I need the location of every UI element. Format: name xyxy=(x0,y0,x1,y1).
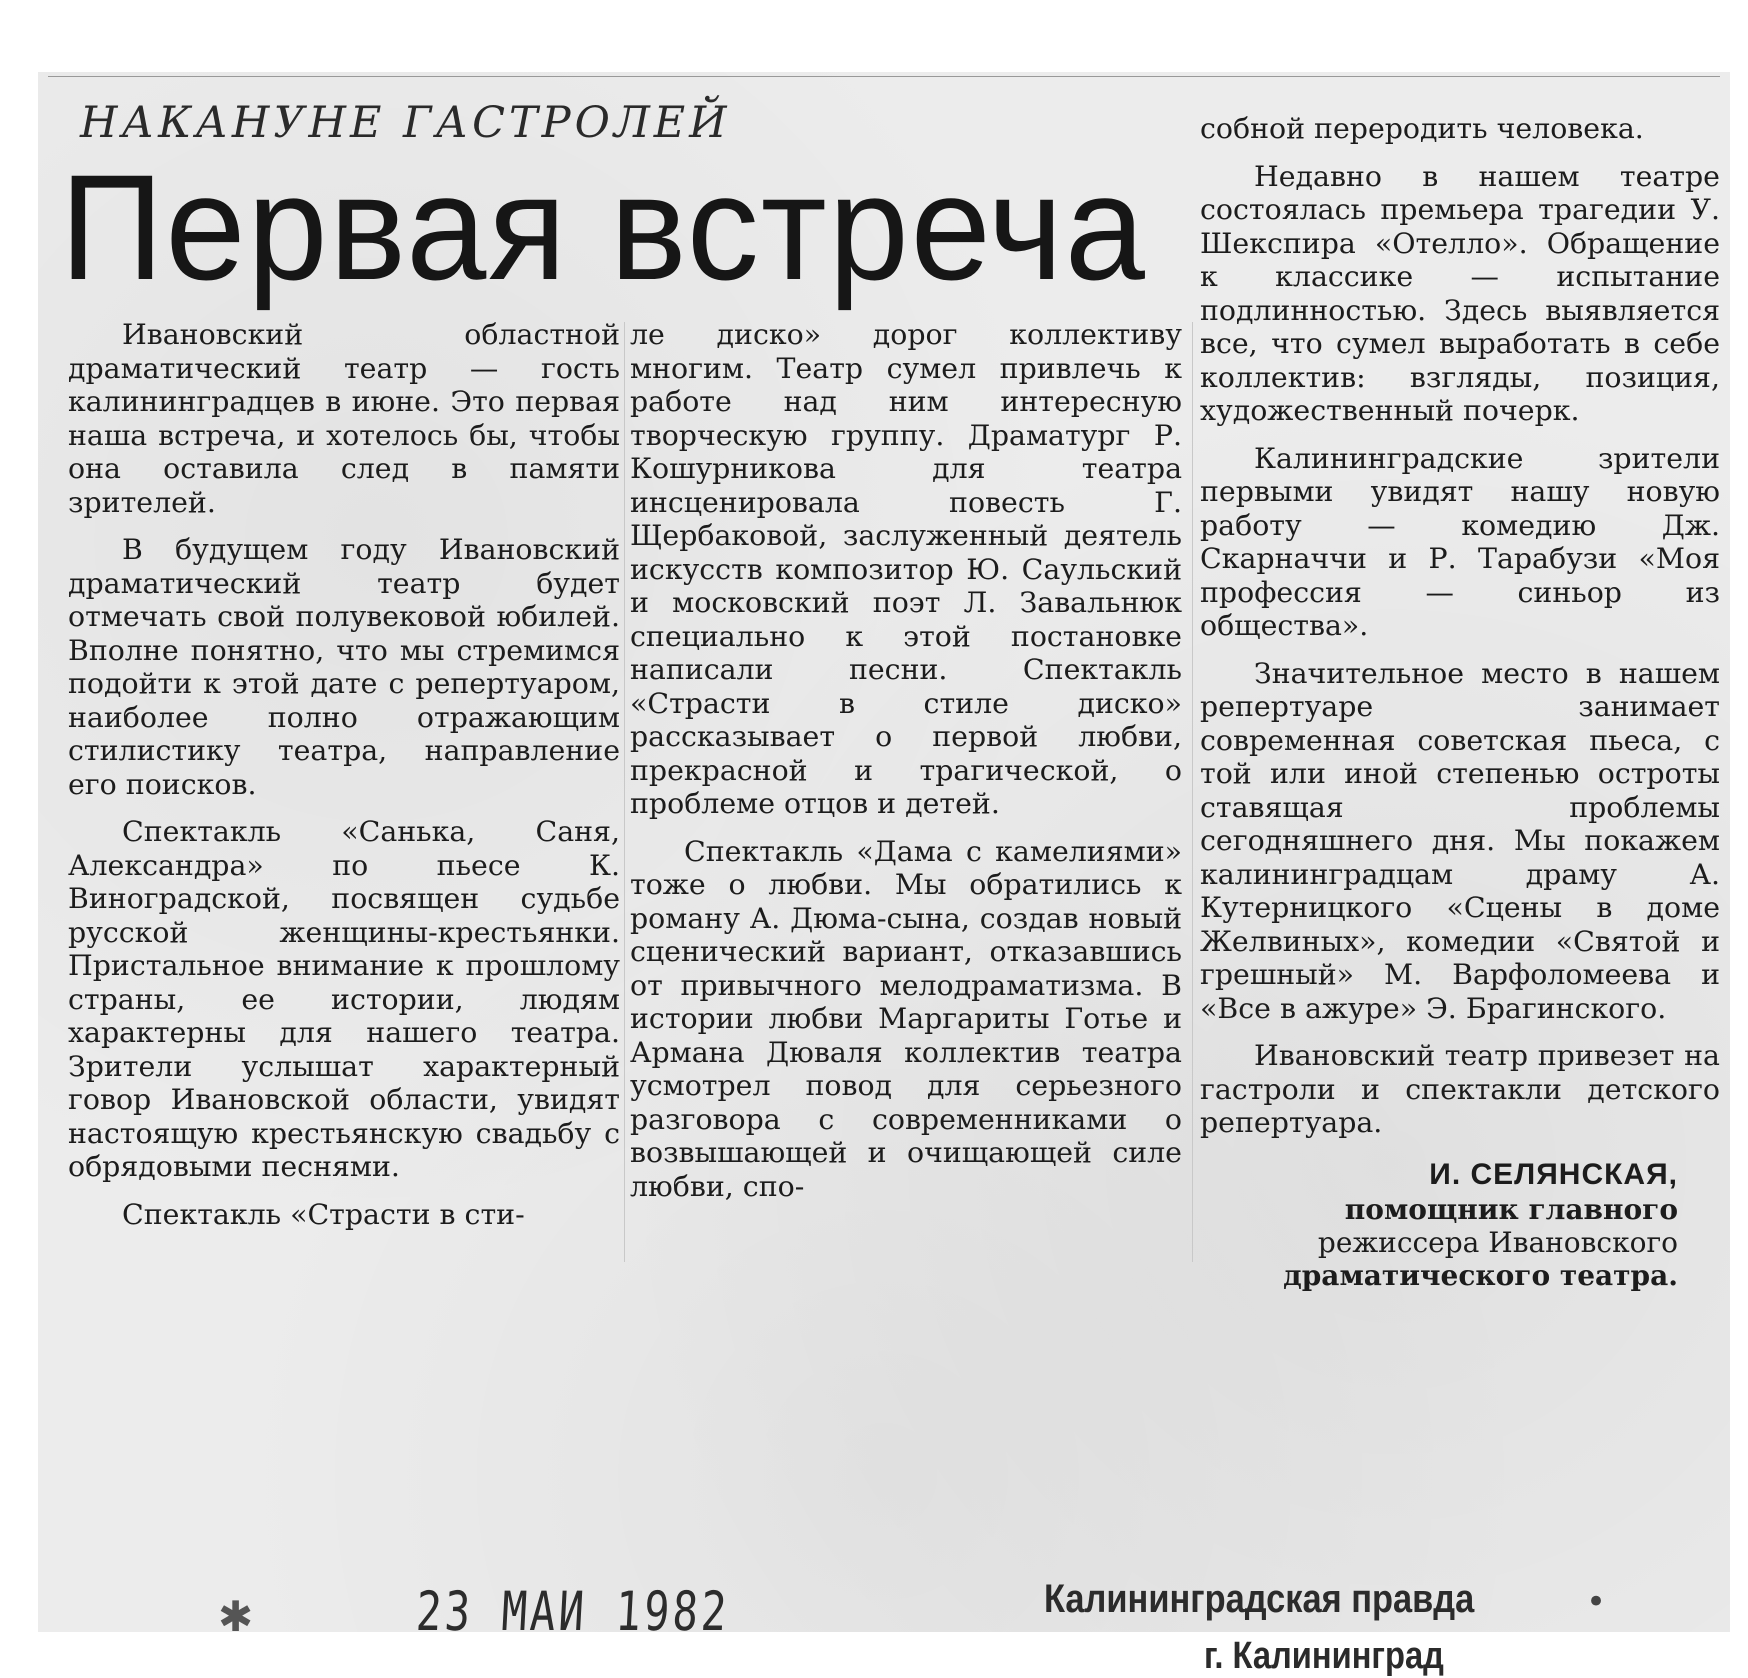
column-divider xyxy=(624,322,625,1262)
stamp-mark-icon: • xyxy=(1586,1582,1607,1622)
top-rule xyxy=(48,76,1720,77)
author-title-line: режиссера Ивановского xyxy=(1317,1226,1678,1259)
paragraph: Значительное место в нашем репертуаре занимает современная советская пьеса, с той или иной степенью остроты ставящая проблемы сегодняшнего дня. Мы покажем калининградцам драму А. Кутерницкого «Сцены в доме Желвиных», комедии «Святой и грешный» М. Варфоломеева и «Все в ажуре» Э. Брагинского. xyxy=(1200,656,1720,1025)
author-signature xyxy=(1200,1158,1720,1293)
column-2 xyxy=(630,318,1182,1217)
column-3 xyxy=(1200,112,1720,1292)
paragraph: В будущем году Ивановский драматический театр будет отмечать свой полувековой юбилей. Вполне понятно, что мы стремимся подойти к этой дате с репертуаром, наиболее полно отражающим стилистику театра, направление его поисков. xyxy=(68,533,620,801)
paragraph: Ивановский областной драматический театр — гость калининградцев в июне. Это первая наша встреча, и хотелось бы, чтобы она оставила след в памяти зрителей. xyxy=(68,318,620,519)
author-title-line: драматического театра. xyxy=(1283,1259,1678,1292)
paragraph: Спектакль «Дама с камелиями» тоже о любви. Мы обратились к роману А. Дюма-сына, создав новый сценический вариант, отказавшись от привычного мелодраматизма. В истории любви Маргариты Готье и Армана Дюваля коллектив театра усмотрел повод для серьезного разговора с современниками о возвышающей и очищающей силе любви, спо- xyxy=(630,834,1182,1203)
paragraph: Спектакль «Санька, Саня, Александра» по пьесе К. Виноградской, посвящен судьбе русской женщины-крестьянки. Пристальное внимание к прошлому страны, ее истории, людям характерны для нашего театра. Зрители услышат характерный говор Ивановской области, увидят настоящую крестьянскую свадьбу с обрядовыми песнями. xyxy=(68,815,620,1183)
paragraph: ле диско» дорог коллективу многим. Театр сумел привлечь к работе над ним интересную творческую группу. Драматург Р. Кошурникова для театра инсценировала повесть Г. Щербаковой, заслуженный деятель искусств композитор Ю. Саульский и московский поэт Л. Завальнюк специально к этой постановке написали песни. Спектакль «Страсти в стиле диско» рассказывает о первой любви, прекрасной и трагической, о проблеме отцов и детей. xyxy=(630,318,1182,820)
article-headline: Первая встреча xyxy=(60,143,1147,311)
paragraph: Спектакль «Страсти в сти- xyxy=(122,1197,525,1231)
stamp-star-icon: ✱ xyxy=(218,1592,254,1641)
city-stamp: г. Калининград xyxy=(1204,1635,1444,1677)
paragraph: Недавно в нашем театре состоялась премьера трагедии У. Шекспира «Отелло». Обращение к классике — испытание подлинностью. Здесь выявляется все, что сумел выработать в себе коллектив: взгляды, позиция, художественный почерк. xyxy=(1200,159,1720,427)
author-name: И. СЕЛЯНСКАЯ, xyxy=(1429,1157,1678,1191)
newspaper-clipping xyxy=(38,72,1730,1677)
author-title-line: помощник главного xyxy=(1344,1193,1678,1226)
rubric-heading: НАКАНУНЕ ГАСТРОЛЕЙ xyxy=(80,98,731,148)
source-stamp: Калининградская правда xyxy=(1044,1577,1475,1621)
column-divider xyxy=(1192,322,1193,1262)
paragraph: собной переродить человека. xyxy=(1200,112,1644,145)
date-stamp: 23 МАИ 1982 xyxy=(414,1580,732,1643)
column-1 xyxy=(68,318,620,1245)
paragraph: Калининградские зрители первыми увидят нашу новую работу — комедию Дж. Скарначчи и Р. Тарабузи «Моя профессия — синьор из общества». xyxy=(1200,441,1720,642)
paragraph: Ивановский театр привезет на гастроли и спектакли детского репертуара. xyxy=(1200,1039,1720,1139)
